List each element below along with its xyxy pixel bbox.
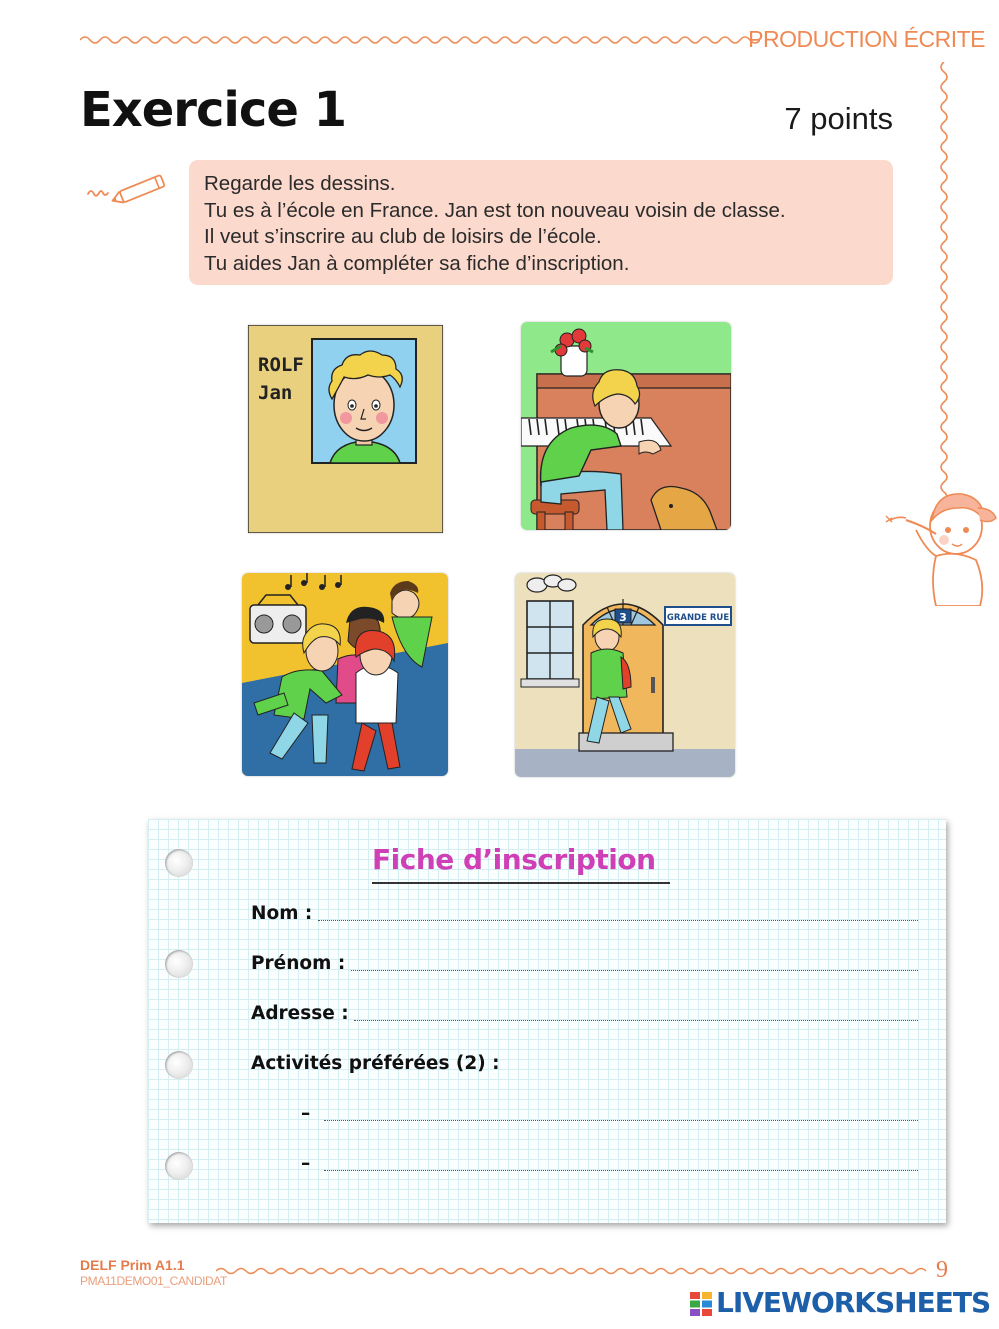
- activites-label: Activités préférées (2) :: [251, 1053, 500, 1074]
- nom-label: Nom :: [251, 903, 313, 924]
- adresse-label: Adresse :: [251, 1003, 349, 1024]
- pencil-icon: [84, 170, 176, 206]
- illustration-house: [515, 573, 735, 777]
- section-label: PRODUCTION ÉCRITE: [748, 26, 985, 52]
- instruction-line: Tu es à l’école en France. Jan est ton nouveau voisin de classe.: [204, 198, 786, 222]
- activity-2-field[interactable]: [324, 1170, 918, 1171]
- id-card-first-name: Jan: [258, 382, 293, 404]
- instruction-line: Regarde les dessins.: [204, 172, 396, 195]
- registration-form: [148, 819, 946, 1223]
- form-title: Fiche d’inscription: [372, 843, 656, 876]
- footer-wave-divider: [216, 1263, 930, 1279]
- illustration-dancing: [242, 573, 448, 776]
- illustration-id-card: [248, 325, 443, 533]
- binder-hole: [165, 950, 193, 978]
- binder-hole: [165, 1152, 193, 1180]
- exercise-points: 7 points: [784, 101, 893, 136]
- activity-bullet: –: [301, 1103, 311, 1124]
- house-number: 3: [619, 611, 627, 624]
- illustration-piano: [521, 322, 731, 530]
- exercise-title: Exercice 1: [80, 82, 346, 138]
- binder-hole: [165, 849, 193, 877]
- footer-exam-name: DELF Prim A1.1: [80, 1257, 185, 1273]
- header-wave-divider: [80, 30, 760, 50]
- binder-hole: [165, 1051, 193, 1079]
- street-sign: GRANDE RUE: [666, 613, 730, 623]
- instruction-box: [189, 160, 893, 285]
- footer-document-code: PMA11DEMO01_CANDIDAT: [80, 1274, 227, 1288]
- prenom-label: Prénom :: [251, 953, 346, 974]
- page-number: 9: [936, 1257, 948, 1283]
- instruction-line: Il veut s’inscrire au club de loisirs de l’école.: [204, 225, 602, 248]
- prenom-field[interactable]: [351, 970, 918, 971]
- nom-field[interactable]: [318, 920, 918, 921]
- adresse-field[interactable]: [354, 1020, 918, 1021]
- activity-1-field[interactable]: [324, 1120, 918, 1121]
- girl-with-pencil-icon: [884, 486, 999, 606]
- liveworksheets-brand[interactable]: LIVEWORKSHEETS: [716, 1286, 991, 1319]
- side-wave-divider: [934, 62, 954, 502]
- liveworksheets-logo-icon: [690, 1292, 712, 1316]
- instruction-line: Tu aides Jan à compléter sa fiche d’inscription.: [204, 251, 630, 275]
- form-title-underline: [372, 882, 670, 884]
- id-card-surname: ROLF: [258, 354, 304, 376]
- activity-bullet: –: [301, 1153, 311, 1174]
